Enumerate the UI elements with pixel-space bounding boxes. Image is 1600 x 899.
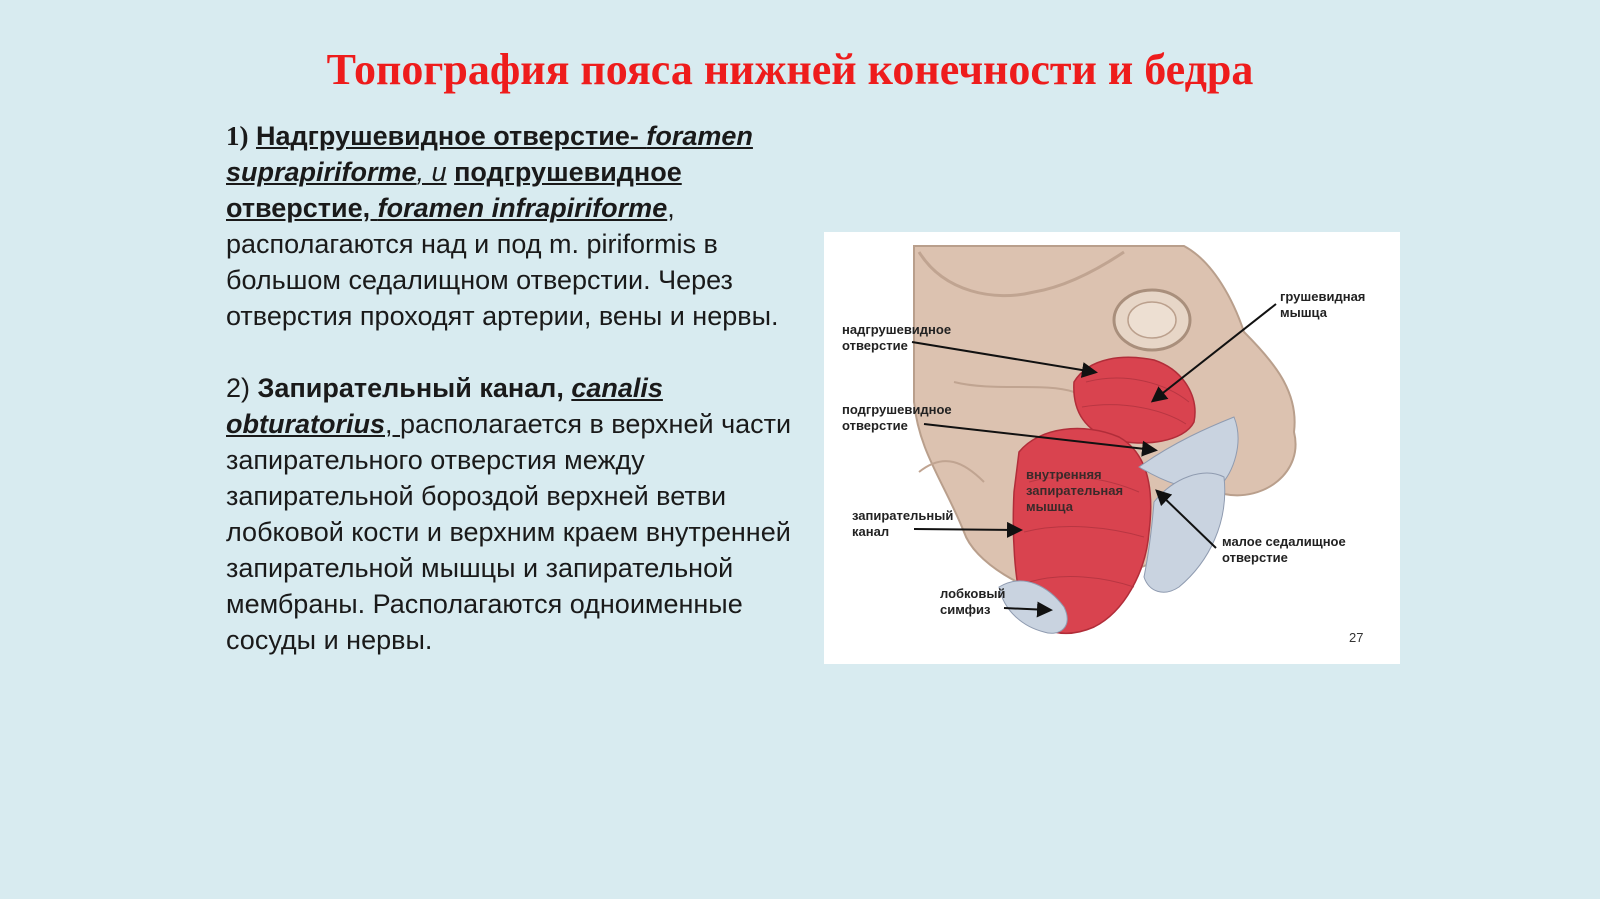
label-pubic-symphysis: лобковый симфиз xyxy=(940,586,1006,617)
term-infrapiriform-ru: подгрушевидное отверстие, xyxy=(226,157,682,223)
label-piriformis-muscle: грушевидная мышца xyxy=(1280,289,1366,320)
paragraph-body: располагается в верхней части запирательного отверстия между запирательной бороздой верхней ветви лобковой кости и верхним краем внутренней запирательной мышцы и запирательной мембраны. Располагаются одноименные сосуды и нервы. xyxy=(226,409,792,655)
paragraph-foramina xyxy=(226,118,796,334)
label-infrapiriform-foramen: подгрушевидное отверстие xyxy=(842,402,952,433)
pelvis-figure xyxy=(824,232,1400,664)
item-number: 2) xyxy=(226,373,251,403)
text-column xyxy=(226,118,796,658)
term-obturator-lat: canalis obturatorius xyxy=(226,373,663,439)
term-obturator-ru: Запирательный канал, xyxy=(250,373,572,403)
term-infrapiriform-lat: foramen infrapiriforme xyxy=(377,193,668,223)
paragraph-obturator-canal: 2) Запирательный канал, canalis obturatorius, располагается в верхней части запирательного отверстия между запирательной бороздой верхней ветви лобковой кости и верхним краем внутренней запирательной мышцы и запирательной мембраны. Располагаются одноименные сосуды и нервы. xyxy=(226,373,792,655)
page-number: 27 xyxy=(1349,630,1364,645)
term-suprapiriform-ru: Надгрушевидное отверстие- xyxy=(256,121,647,151)
conjunction: , и xyxy=(416,157,447,187)
term-suprapiriform-lat: foramen suprapiriforme xyxy=(226,121,753,187)
label-lesser-sciatic-foramen: малое седалищное отверстие xyxy=(1222,534,1346,565)
item-number: 1) xyxy=(226,121,249,151)
label-suprapiriform-foramen: надгрушевидное отверстие xyxy=(842,322,952,353)
label-obturator-canal: запирательный канал xyxy=(852,508,954,539)
paragraph-body: , располагаются над и под m. piriformis в большом седалищном отверстии. Через отверстия проходят артерии, вены и нервы. xyxy=(226,193,779,331)
slide-title: Топография пояса нижней конечности и бедра xyxy=(326,45,1254,94)
label-internal-obturator-muscle: внутренняя запирательная мышца xyxy=(1026,467,1124,514)
